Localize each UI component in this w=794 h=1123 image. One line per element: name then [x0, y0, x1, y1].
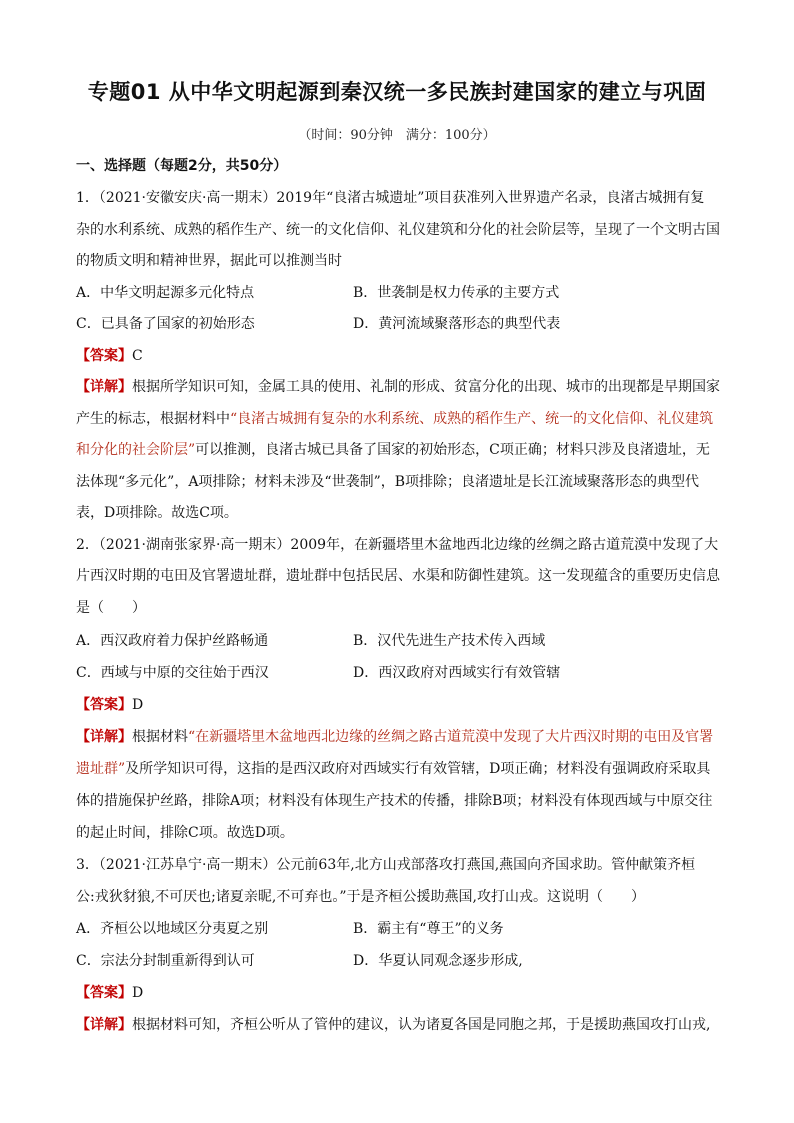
question-3-option-a: A．齐桓公以地域区分夷夏之别 — [76, 921, 269, 937]
quoted-material: “在新疆塔里木盆地西北边缘的丝绸之路古道荒漠中发现了大片西汉时期的屯田及官署 — [188, 729, 714, 745]
question-2-option-c: C．西域与中原的交往始于西汉 — [76, 665, 269, 681]
question-1-detail-line-5: 表，D项排除。故选C项。 — [76, 505, 238, 521]
section-heading: 一、选择题（每题2分，共50分） — [76, 158, 288, 174]
question-2-line-1: 2．（2021·湖南张家界·高一期末）2009年，在新疆塔里木盆地西北边缘的丝绸之路古道荒漠中发现了大 — [76, 537, 719, 553]
question-1-detail-line-4: 法体现“多元化”，A项排除；材料未涉及“世袭制”，B项排除；良渚遗址是长江流域聚落形态的典型代 — [76, 474, 700, 490]
question-2-detail-line-3: 体的措施保护丝路，排除A项；材料没有体现生产技术的传播，排除B项；材料没有体现西域与中原交往 — [76, 793, 713, 809]
document-title: 专题01 从中华文明起源到秦汉统一多民族封建国家的建立与巩固 — [87, 80, 707, 104]
answer-value: D — [132, 985, 144, 1001]
question-1-detail-line-3: 和分化的社会阶层”可以推测，良渚古城已具备了国家的初始形态，C项正确；材料只涉及良渚遗址，无 — [76, 442, 710, 458]
question-1-answer — [76, 346, 143, 366]
question-3-option-c: C．宗法分封制重新得到认可 — [76, 953, 255, 969]
question-1-line-1: 1．（2021·安徽安庆·高一期末）2019年“良渚古城遗址”项目获准列入世界遗产名录，良渚古城拥有复 — [76, 190, 705, 206]
quoted-material: 和分化的社会阶层” — [76, 442, 196, 458]
question-3-line-2: 公:戎狄豺狼,不可厌也;诸夏亲昵,不可弃也。”于是齐桓公援助燕国,攻打山戎。这说明（ ） — [76, 889, 645, 905]
question-2-line-2: 片西汉时期的屯田及官署遗址群，遗址群中包括民居、水渠和防御性建筑。这一发现蕴含的重要历史信息 — [76, 568, 720, 584]
question-3-detail-line-1: 【详解】根据材料可知，齐桓公听从了管仲的建议，认为诸夏各国是同胞之邦，于是援助燕国攻打山戎, — [76, 1017, 711, 1033]
question-2-answer — [76, 695, 143, 715]
detail-tag: 【详解】 — [76, 729, 132, 745]
question-1-option-c: C．已具备了国家的初始形态 — [76, 316, 255, 332]
answer-value: D — [132, 697, 144, 713]
question-1-option-b: B．世袭制是权力传承的主要方式 — [353, 285, 560, 301]
answer-tag: 【答案】 — [76, 985, 132, 1001]
exam-meta: （时间：90分钟 满分：100分） — [298, 128, 496, 143]
question-1-option-d: D．黄河流域聚落形态的典型代表 — [353, 316, 561, 332]
question-1-detail-line-1: 【详解】根据所学知识可知，金属工具的使用、礼制的形成、贫富分化的出现、城市的出现都是早期国家 — [76, 379, 720, 395]
question-1-line-2: 杂的水利系统、成熟的稻作生产、统一的文化信仰、礼仪建筑和分化的社会阶层等，呈现了一个文明古国 — [76, 222, 720, 238]
question-1-option-a: A．中华文明起源多元化特点 — [76, 285, 255, 301]
question-2-option-a: A．西汉政府着力保护丝路畅通 — [76, 633, 269, 649]
answer-tag: 【答案】 — [76, 697, 132, 713]
question-2-option-d: D．西汉政府对西域实行有效管辖 — [353, 665, 561, 681]
question-3-answer — [76, 983, 143, 1003]
answer-tag: 【答案】 — [76, 348, 132, 364]
question-3-line-1: 3．（2021·江苏阜宁·高一期末）公元前63年,北方山戎部落攻打燕国,燕国向齐国求助。管仲献策齐桓 — [76, 857, 696, 873]
question-2-option-b: B．汉代先进生产技术传入西域 — [353, 633, 546, 649]
answer-value: C — [132, 348, 143, 364]
question-2-line-3: 是（ ） — [76, 600, 146, 616]
quoted-material: “良渚古城拥有复杂的水利系统、成熟的稻作生产、统一的文化信仰、礼仪建筑 — [230, 411, 714, 427]
quoted-material: 遗址群” — [76, 761, 126, 777]
detail-tag: 【详解】 — [76, 379, 132, 395]
question-1-line-3: 的物质文明和精神世界，据此可以推测当时 — [76, 253, 342, 269]
question-2-detail-line-1: 【详解】根据材料“在新疆塔里木盆地西北边缘的丝绸之路古道荒漠中发现了大片西汉时期的屯田及官署 — [76, 729, 714, 745]
question-3-option-b: B．霸主有“尊王”的义务 — [353, 921, 504, 937]
question-2-detail-line-4: 的起止时间，排除C项。故选D项。 — [76, 825, 294, 841]
detail-tag: 【详解】 — [76, 1017, 132, 1033]
question-3-option-d: D．华夏认同观念逐步形成, — [353, 953, 523, 969]
question-1-detail-line-2: 产生的标志，根据材料中“良渚古城拥有复杂的水利系统、成熟的稻作生产、统一的文化信仰、礼仪建筑 — [76, 411, 714, 427]
question-2-detail-line-2: 遗址群”及所学知识可得，这指的是西汉政府对西域实行有效管辖，D项正确；材料没有强调政府采取具 — [76, 761, 711, 777]
